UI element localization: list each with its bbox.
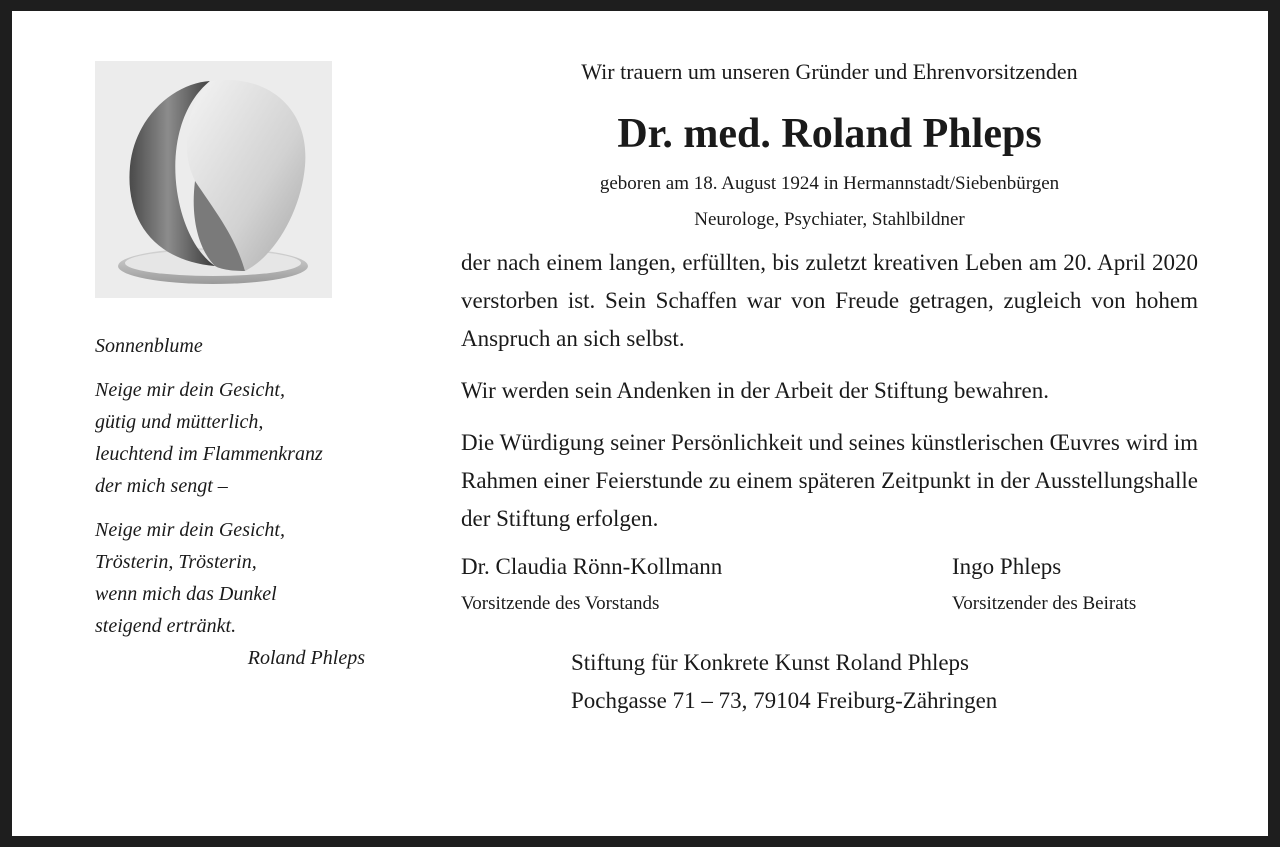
poem-line: wenn mich das Dunkel bbox=[95, 583, 277, 605]
paragraph-ceremony: Die Würdigung seiner Persönlichkeit und seines künstlerischen Œuvres wird im Rahmen einer Feierstunde zu einem späteren Zeitpunkt in der Ausstellungshalle der Stiftung erfolgen. bbox=[461, 430, 1198, 531]
foundation-street: Pochgasse 71 – 73, 79104 Freiburg-Zähringen bbox=[571, 688, 998, 713]
poem-stanza-2 bbox=[95, 514, 385, 674]
paragraph-memory: Wir werden sein Andenken in der Arbeit der Stiftung bewahren. bbox=[461, 378, 1049, 403]
poem-line: leuchtend im Flammenkranz bbox=[95, 443, 323, 465]
poem-stanza-1 bbox=[95, 374, 385, 502]
obituary-text bbox=[461, 52, 1198, 720]
poem-title: Sonnenblume bbox=[95, 335, 203, 357]
poem-line: Neige mir dein Gesicht, bbox=[95, 519, 285, 541]
intro-line: Wir trauern um unseren Gründer und Ehrenvorsitzenden bbox=[581, 59, 1078, 84]
poem bbox=[95, 330, 385, 686]
poem-line: steigend ertränkt. bbox=[95, 615, 237, 637]
signature-chair bbox=[461, 548, 722, 622]
poem-line: der mich sengt – bbox=[95, 475, 228, 497]
signature-role: Vorsitzender des Beirats bbox=[952, 593, 1137, 614]
paragraph-life: der nach einem langen, erfüllten, bis zuletzt kreativen Leben am 20. April 2020 verstorben ist. Sein Schaffen war von Freude getragen, zugleich von hohem Anspruch an sich selbst. bbox=[461, 250, 1198, 351]
foundation-name: Stiftung für Konkrete Kunst Roland Phleps bbox=[571, 650, 969, 675]
foundation-address bbox=[571, 644, 1198, 720]
deceased-name: Dr. med. Roland Phleps bbox=[617, 111, 1042, 157]
profession-line: Neurologe, Psychiater, Stahlbildner bbox=[694, 209, 965, 230]
birth-line: geboren am 18. August 1924 in Hermannstadt/Siebenbürgen bbox=[599, 173, 1060, 194]
signature-name: Dr. Claudia Rönn-Kollmann bbox=[461, 554, 723, 579]
signature-name: Ingo Phleps bbox=[952, 554, 1062, 579]
poem-line: Trösterin, Trösterin, bbox=[95, 551, 257, 573]
signature-role: Vorsitzende des Vorstands bbox=[461, 593, 660, 614]
poem-line: gütig und mütterlich, bbox=[95, 411, 264, 433]
signature-advisory bbox=[952, 548, 1136, 622]
signatures bbox=[461, 548, 1198, 634]
poem-line: Neige mir dein Gesicht, bbox=[95, 379, 285, 401]
poem-author: Roland Phleps bbox=[247, 647, 365, 669]
sculpture-image bbox=[95, 61, 332, 298]
